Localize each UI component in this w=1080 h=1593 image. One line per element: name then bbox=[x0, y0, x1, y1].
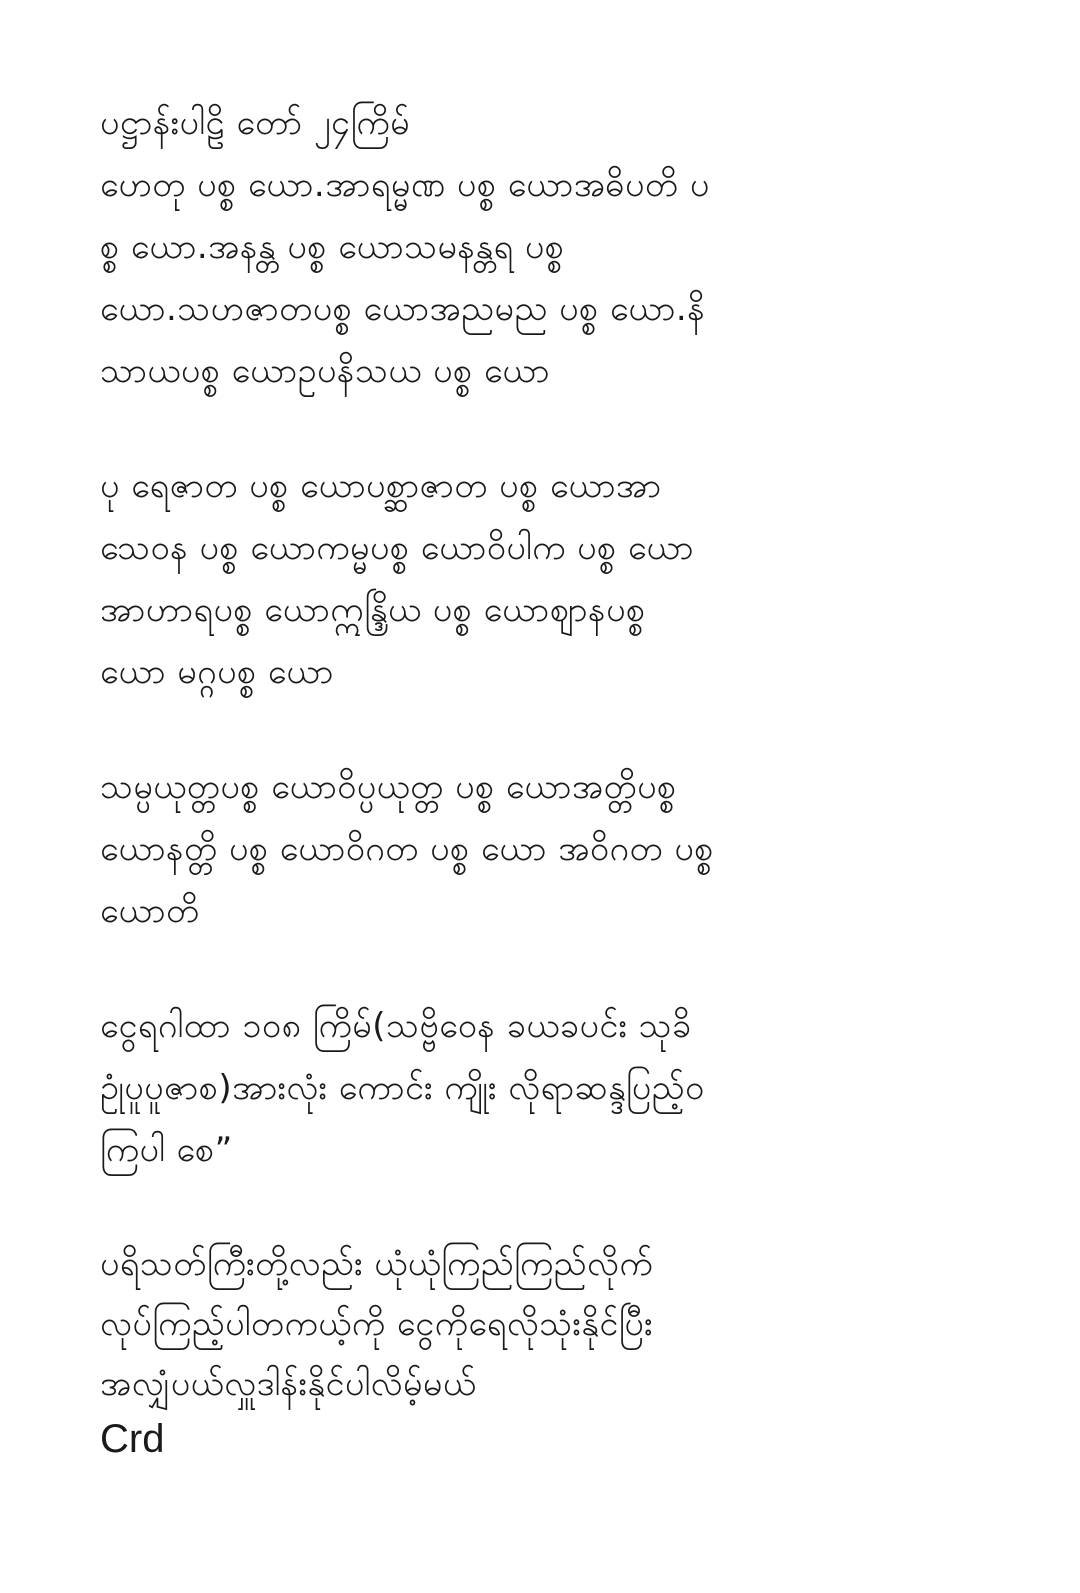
paragraph-line: ဟေတု ပစ္စ ယော.အာရမ္မဏ ပစ္စ ယောအဓိပတိ ပ bbox=[100, 165, 710, 205]
paragraph-line: စ္စ ယော.အနန္တ ပစ္စ ယောသမနန္တရ ပစ္စ bbox=[100, 227, 565, 267]
paragraph-money-gatha bbox=[100, 995, 1020, 1181]
paragraph-line: သေဝန ပစ္စ ယောကမ္မပစ္စ ယောဝိပါက ပစ္စ ယော bbox=[100, 528, 694, 568]
paragraph-line: ယော.သဟဇာတပစ္စ ယောအညမည ပစ္စ ယော.နိ bbox=[100, 289, 706, 329]
credit-text: Crd bbox=[100, 1417, 165, 1461]
paragraph-line: သမ္ပယုတ္တပစ္စ ယောဝိပ္ပယုတ္တ ပစ္စ ယောအတ္တိပစ္စ bbox=[100, 767, 677, 807]
paragraph-line: ပရိသတ်ကြီးတို့လည်း ယုံယုံကြည်ကြည်လိုက် bbox=[100, 1244, 654, 1284]
paragraph-closing bbox=[100, 1234, 1020, 1464]
paragraph-line: ပု ရေဇာတ ပစ္စ ယောပစ္ဆာဇာတ ပစ္စ ယောအာ bbox=[100, 466, 662, 506]
paragraph-line: ကြပါ စေ” bbox=[100, 1130, 233, 1170]
paragraph-line: ဥုံပူပူဇာစ)အားလုံး ကောင်း ကျိုး လိုရာဆန္ဒပြည့်ဝ bbox=[100, 1068, 705, 1108]
paragraph-line: ပဋ္ဌာန်းပါဠိ တော် ၂၄ကြိမ် bbox=[100, 103, 411, 143]
paragraph-line: ယော မဂ္ဂပစ္စ ယော bbox=[100, 652, 334, 692]
paragraph-patthana-middle bbox=[100, 455, 1020, 703]
paragraph-line: အလျှံပယ်လှူဒါန်းနိုင်ပါလိမ့်မယ် bbox=[100, 1364, 477, 1404]
paragraph-line: ယောနတ္တိ ပစ္စ ယောဝိဂတ ပစ္စ ယော အဝိဂတ ပစ္စ bbox=[100, 829, 714, 869]
paragraph-line: ငွေရဂါထာ ၁၀၈ ကြိမ်(သဗ္ဗိဝေန ခယခပင်း သုခိ bbox=[100, 1006, 692, 1046]
paragraph-patthana-intro bbox=[100, 92, 1020, 402]
paragraph-patthana-end bbox=[100, 756, 1020, 942]
paragraph-line: အာဟာရပစ္စ ယောဣန္ဒြိယ ပစ္စ ယောဈာနပစ္စ bbox=[100, 590, 646, 630]
paragraph-line: ယောတိ bbox=[100, 891, 200, 931]
paragraph-line: လုပ်ကြည့်ပါတကယ့်ကို ငွေကိုရေလိုသုံးနိုင်ပြီး bbox=[100, 1304, 653, 1344]
paragraph-line: သာယပစ္စ ယောဥပနိသယ ပစ္စ ယော bbox=[100, 351, 550, 391]
